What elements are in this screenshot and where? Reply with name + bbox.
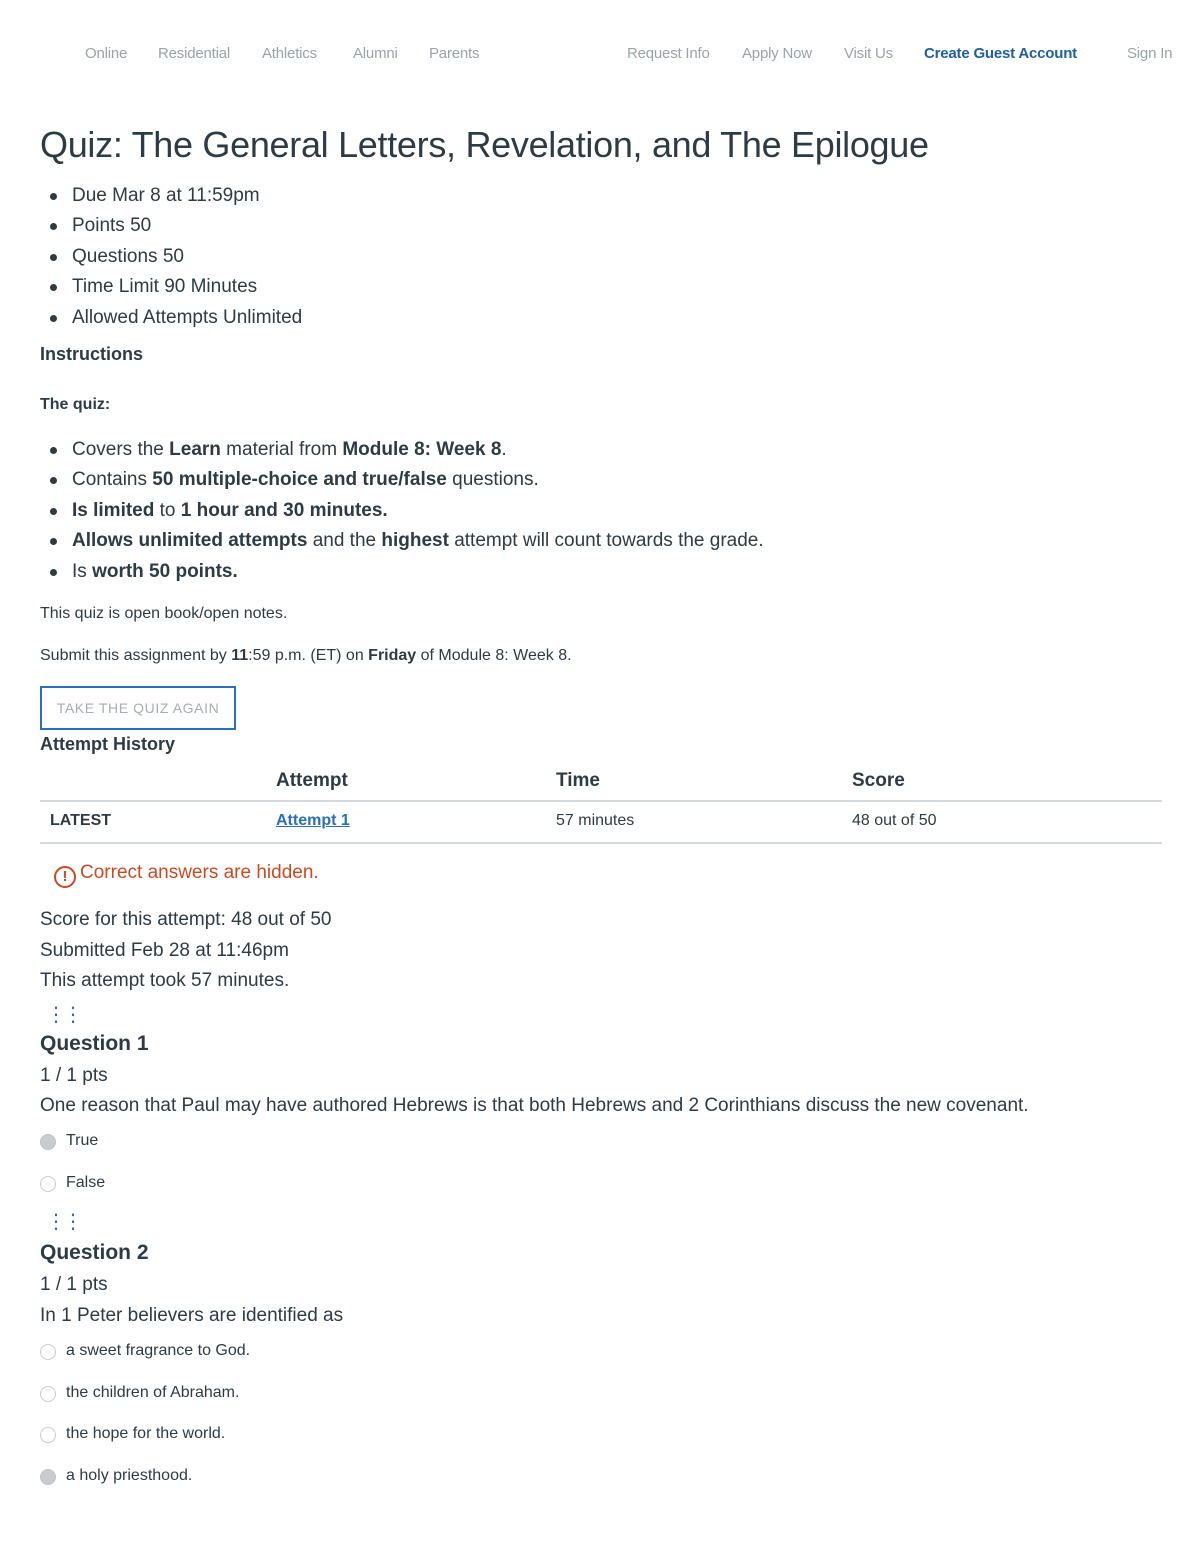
nav-link-residential[interactable]: Residential [158, 45, 231, 62]
text-run: Contains [72, 469, 153, 491]
text-run: to [154, 499, 181, 521]
column-header-time: Time [556, 770, 601, 791]
option-label: the children of Abraham. [66, 1384, 240, 1401]
attempt-history-heading: Attempt History [40, 734, 176, 754]
nav-link-visit-us[interactable]: Visit Us [844, 45, 893, 62]
question-2-points: 1 / 1 pts [40, 1274, 108, 1295]
emphasis-text: 50 multiple-choice and true/false [152, 469, 447, 491]
option-label: the hope for the world. [66, 1425, 226, 1442]
score-cell: 48 out of 50 [852, 812, 937, 829]
option-label: True [66, 1132, 99, 1149]
text-run: attempt will count towards the grade. [448, 530, 764, 552]
instructions-list [40, 436, 764, 588]
nav-link-parents[interactable]: Parents [429, 45, 480, 62]
radio-selected-icon[interactable] [40, 1134, 56, 1150]
text-run: of Module 8: Week 8. [416, 647, 572, 664]
drag-handle-icon[interactable]: ⋮⋮ [46, 1004, 80, 1026]
text-run: . [501, 439, 507, 460]
open-book-note: This quiz is open book/open notes. [40, 605, 288, 622]
radio-unselected-icon[interactable] [40, 1344, 56, 1360]
quiz-meta-due: Due Mar 8 at 11:59pm [40, 182, 302, 212]
quiz-meta-list [40, 182, 302, 334]
attempt-duration: This attempt took 57 minutes. [40, 970, 290, 991]
quiz-meta-time-limit: Time Limit 90 Minutes [40, 273, 302, 303]
text-run: Submit this assignment by [40, 647, 232, 664]
nav-link-request-info[interactable]: Request Info [627, 45, 710, 62]
question-2-title: Question 2 [40, 1241, 149, 1264]
text-run: :59 p.m. (ET) on [248, 647, 369, 664]
text-run: material from [220, 439, 343, 460]
question-1-text: One reason that Paul may have authored Hebrews is that both Hebrews and 2 Corinthians discuss the new covenant. [40, 1095, 1029, 1116]
take-quiz-again-button[interactable]: TAKE THE QUIZ AGAIN [40, 686, 236, 730]
quiz-meta-questions: Questions 50 [40, 243, 302, 273]
emphasis-text: 11 [231, 647, 249, 664]
radio-unselected-icon[interactable] [40, 1427, 56, 1443]
emphasis-text: 1 hour and 30 minutes. [180, 499, 388, 521]
option-label: a sweet fragrance to God. [66, 1342, 251, 1359]
emphasis-text: Allows unlimited attempts [72, 530, 308, 552]
radio-selected-icon[interactable] [40, 1469, 56, 1485]
instructions-intro: The quiz: [40, 396, 111, 413]
column-header-attempt: Attempt [276, 770, 348, 791]
quiz-meta-points: Points 50 [40, 212, 302, 242]
top-navigation [0, 0, 1200, 108]
instructions-heading: Instructions [40, 344, 144, 364]
instruction-item [40, 436, 764, 466]
latest-tag: LATEST [50, 812, 112, 829]
answers-hidden-notice [54, 862, 319, 888]
drag-handle-icon[interactable]: ⋮⋮ [46, 1211, 80, 1233]
instruction-item [40, 527, 764, 557]
attempt-summary [40, 906, 332, 998]
instruction-item [40, 558, 764, 588]
emphasis-text: worth 50 points. [92, 560, 238, 582]
instruction-item [40, 466, 764, 496]
nav-link-athletics[interactable]: Athletics [262, 45, 317, 62]
column-header-score: Score [852, 770, 905, 791]
emphasis-text: Module 8: Week 8 [342, 439, 502, 460]
emphasis-text: Is limited [72, 499, 155, 521]
table-divider [40, 800, 1162, 802]
question-1-points: 1 / 1 pts [40, 1065, 108, 1086]
attempt-submitted: Submitted Feb 28 at 11:46pm [40, 939, 289, 961]
table-divider [40, 842, 1162, 844]
attempt-1-link[interactable]: Attempt 1 [276, 812, 350, 829]
option-label: a holy priesthood. [66, 1467, 193, 1484]
answers-hidden-text: Correct answers are hidden. [80, 862, 319, 883]
text-run: Is [72, 560, 93, 582]
page-title: Quiz: The General Letters, Revelation, and The Epilogue [40, 124, 929, 165]
nav-link-online[interactable]: Online [85, 45, 128, 62]
nav-link-sign-in[interactable]: Sign In [1127, 45, 1173, 62]
submit-deadline-note [40, 647, 572, 665]
text-run: Covers the [72, 439, 170, 460]
attempt-cell [276, 812, 350, 830]
nav-link-create-guest-account[interactable]: Create Guest Account [924, 45, 1077, 62]
nav-link-alumni[interactable]: Alumni [353, 45, 398, 62]
radio-unselected-icon[interactable] [40, 1176, 56, 1192]
warning-icon: ! [54, 866, 76, 888]
attempt-score: Score for this attempt: 48 out of 50 [40, 909, 332, 930]
quiz-meta-attempts: Allowed Attempts Unlimited [40, 304, 302, 334]
instruction-item [40, 497, 764, 527]
emphasis-text: Learn [169, 439, 221, 460]
emphasis-text: Friday [368, 647, 417, 664]
option-label: False [66, 1174, 106, 1191]
question-2-text: In 1 Peter believers are identified as [40, 1305, 344, 1326]
radio-unselected-icon[interactable] [40, 1386, 56, 1402]
text-run: questions. [446, 469, 539, 491]
time-cell: 57 minutes [556, 812, 635, 829]
emphasis-text: highest [381, 530, 449, 552]
nav-link-apply-now[interactable]: Apply Now [742, 45, 812, 62]
text-run: and the [307, 530, 382, 552]
question-1-title: Question 1 [40, 1032, 149, 1055]
